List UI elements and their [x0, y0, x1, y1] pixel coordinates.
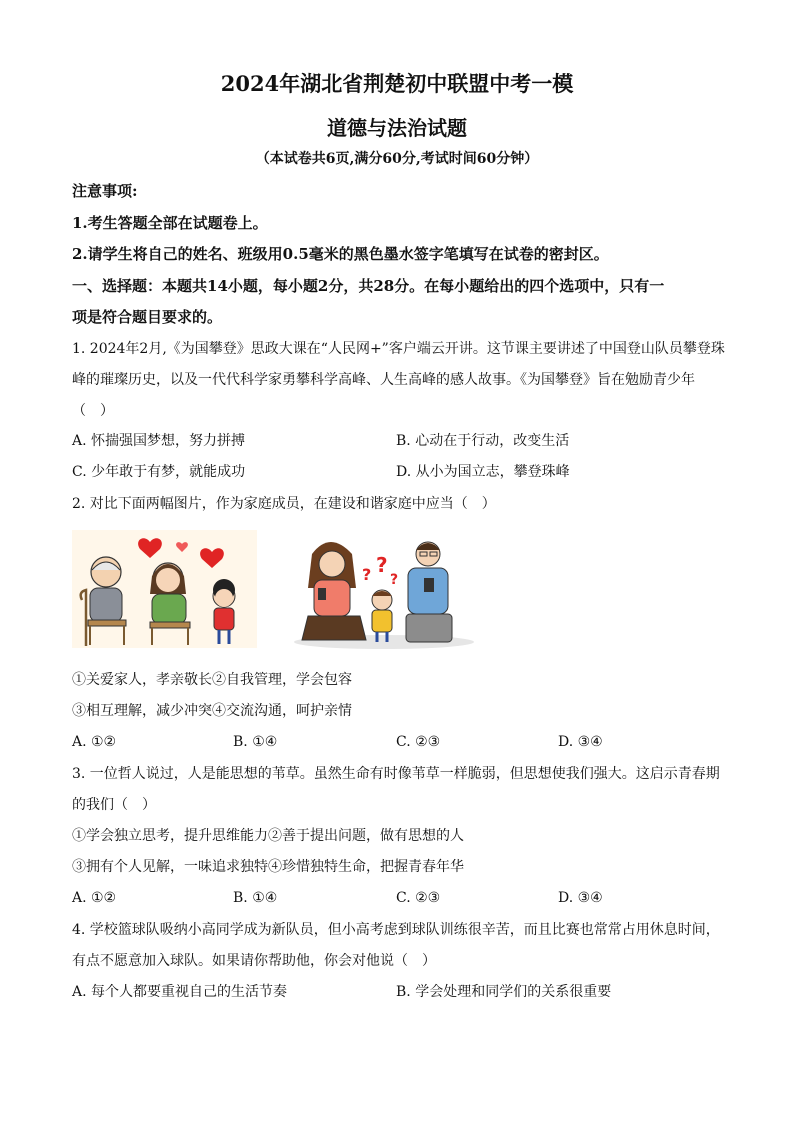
q1-stem-cont: 峰的璀璨历史，以及一代代科学家勇攀科学高峰、人生高峰的感人故事。《为国攀登》旨在勉励青少年: [72, 372, 695, 388]
q3-option-a[interactable]: A. ①②: [72, 890, 117, 906]
q2-statements-2: ③相互理解，减少冲突④交流沟通，呵护亲情: [72, 703, 352, 719]
family-phone-illustration: [290, 534, 478, 650]
notes-heading: 注意事项:: [72, 182, 138, 200]
exam-title: 2024年湖北省荆楚初中联盟中考一模: [220, 71, 574, 96]
svg-text:?: ?: [362, 565, 372, 584]
q3-statements-1: ①学会独立思考，提升思维能力②善于提出问题，做有思想的人: [72, 828, 464, 844]
q2-stem: 2. 对比下面两幅图片，作为家庭成员，在建设和谐家庭中应当（ ）: [72, 496, 496, 512]
q2-option-a[interactable]: A. ①②: [72, 734, 117, 750]
exam-info: （本试卷共6页,满分60分,考试时间60分钟）: [255, 151, 539, 167]
family-care-illustration: [72, 530, 257, 648]
q2-statements-1: ①关爱家人，孝亲敬长②自我管理，学会包容: [72, 672, 352, 688]
exam-subject: 道德与法治试题: [327, 116, 467, 140]
q4-stem-cont: 有点不愿意加入球队。如果请你帮助他，你会对他说（ ）: [72, 953, 436, 969]
q4-option-a[interactable]: A. 每个人都要重视自己的生活节奏: [72, 984, 288, 1000]
note-item: 1.考生答题全部在试题卷上。: [72, 214, 268, 232]
section-heading: 一、选择题：本题共14小题，每小题2分，共28分。在每小题给出的四个选项中，只有一: [72, 277, 665, 295]
q1-stem: 1. 2024年2月,《为国攀登》思政大课在“人民网+”客户端云开讲。这节课主要讲述了中国登山队员攀登珠: [72, 341, 725, 357]
q1-option-c[interactable]: C. 少年敢于有梦，就能成功: [72, 464, 246, 480]
svg-text:?: ?: [376, 553, 388, 577]
q4-stem: 4. 学校篮球队吸纳小高同学成为新队员，但小高考虑到球队训练很辛苦，而且比赛也常常占用休息时间，: [72, 922, 720, 938]
section-heading-cont: 项是符合题目要求的。: [72, 308, 223, 326]
svg-text:?: ?: [390, 572, 399, 588]
q2-option-c[interactable]: C. ②③: [396, 734, 441, 750]
q3-option-b[interactable]: B. ①④: [233, 890, 278, 906]
note-item: 2.请学生将自己的姓名、班级用0.5毫米的黑色墨水签字笔填写在试卷的密封区。: [72, 245, 609, 263]
q1-option-b[interactable]: B. 心动在于行动，改变生活: [396, 433, 570, 449]
q3-option-d[interactable]: D. ③④: [558, 890, 603, 906]
q2-option-d[interactable]: D. ③④: [558, 734, 603, 750]
q1-option-d[interactable]: D. 从小为国立志，攀登珠峰: [396, 464, 570, 480]
q3-stem: 3. 一位哲人说过，人是能思想的苇草。虽然生命有时像苇草一样脆弱，但思想使我们强大。这启示青春期: [72, 766, 720, 782]
q3-stem-cont: 的我们（ ）: [72, 797, 156, 813]
q1-option-a[interactable]: A. 怀揣强国梦想，努力拼搏: [72, 433, 246, 449]
q3-option-c[interactable]: C. ②③: [396, 890, 441, 906]
q3-statements-2: ③拥有个人见解，一味追求独特④珍惜独特生命，把握青春年华: [72, 859, 464, 875]
q1-answer-blank: （ ）: [72, 403, 114, 419]
q4-option-b[interactable]: B. 学会处理和同学们的关系很重要: [396, 984, 612, 1000]
q2-option-b[interactable]: B. ①④: [233, 734, 278, 750]
